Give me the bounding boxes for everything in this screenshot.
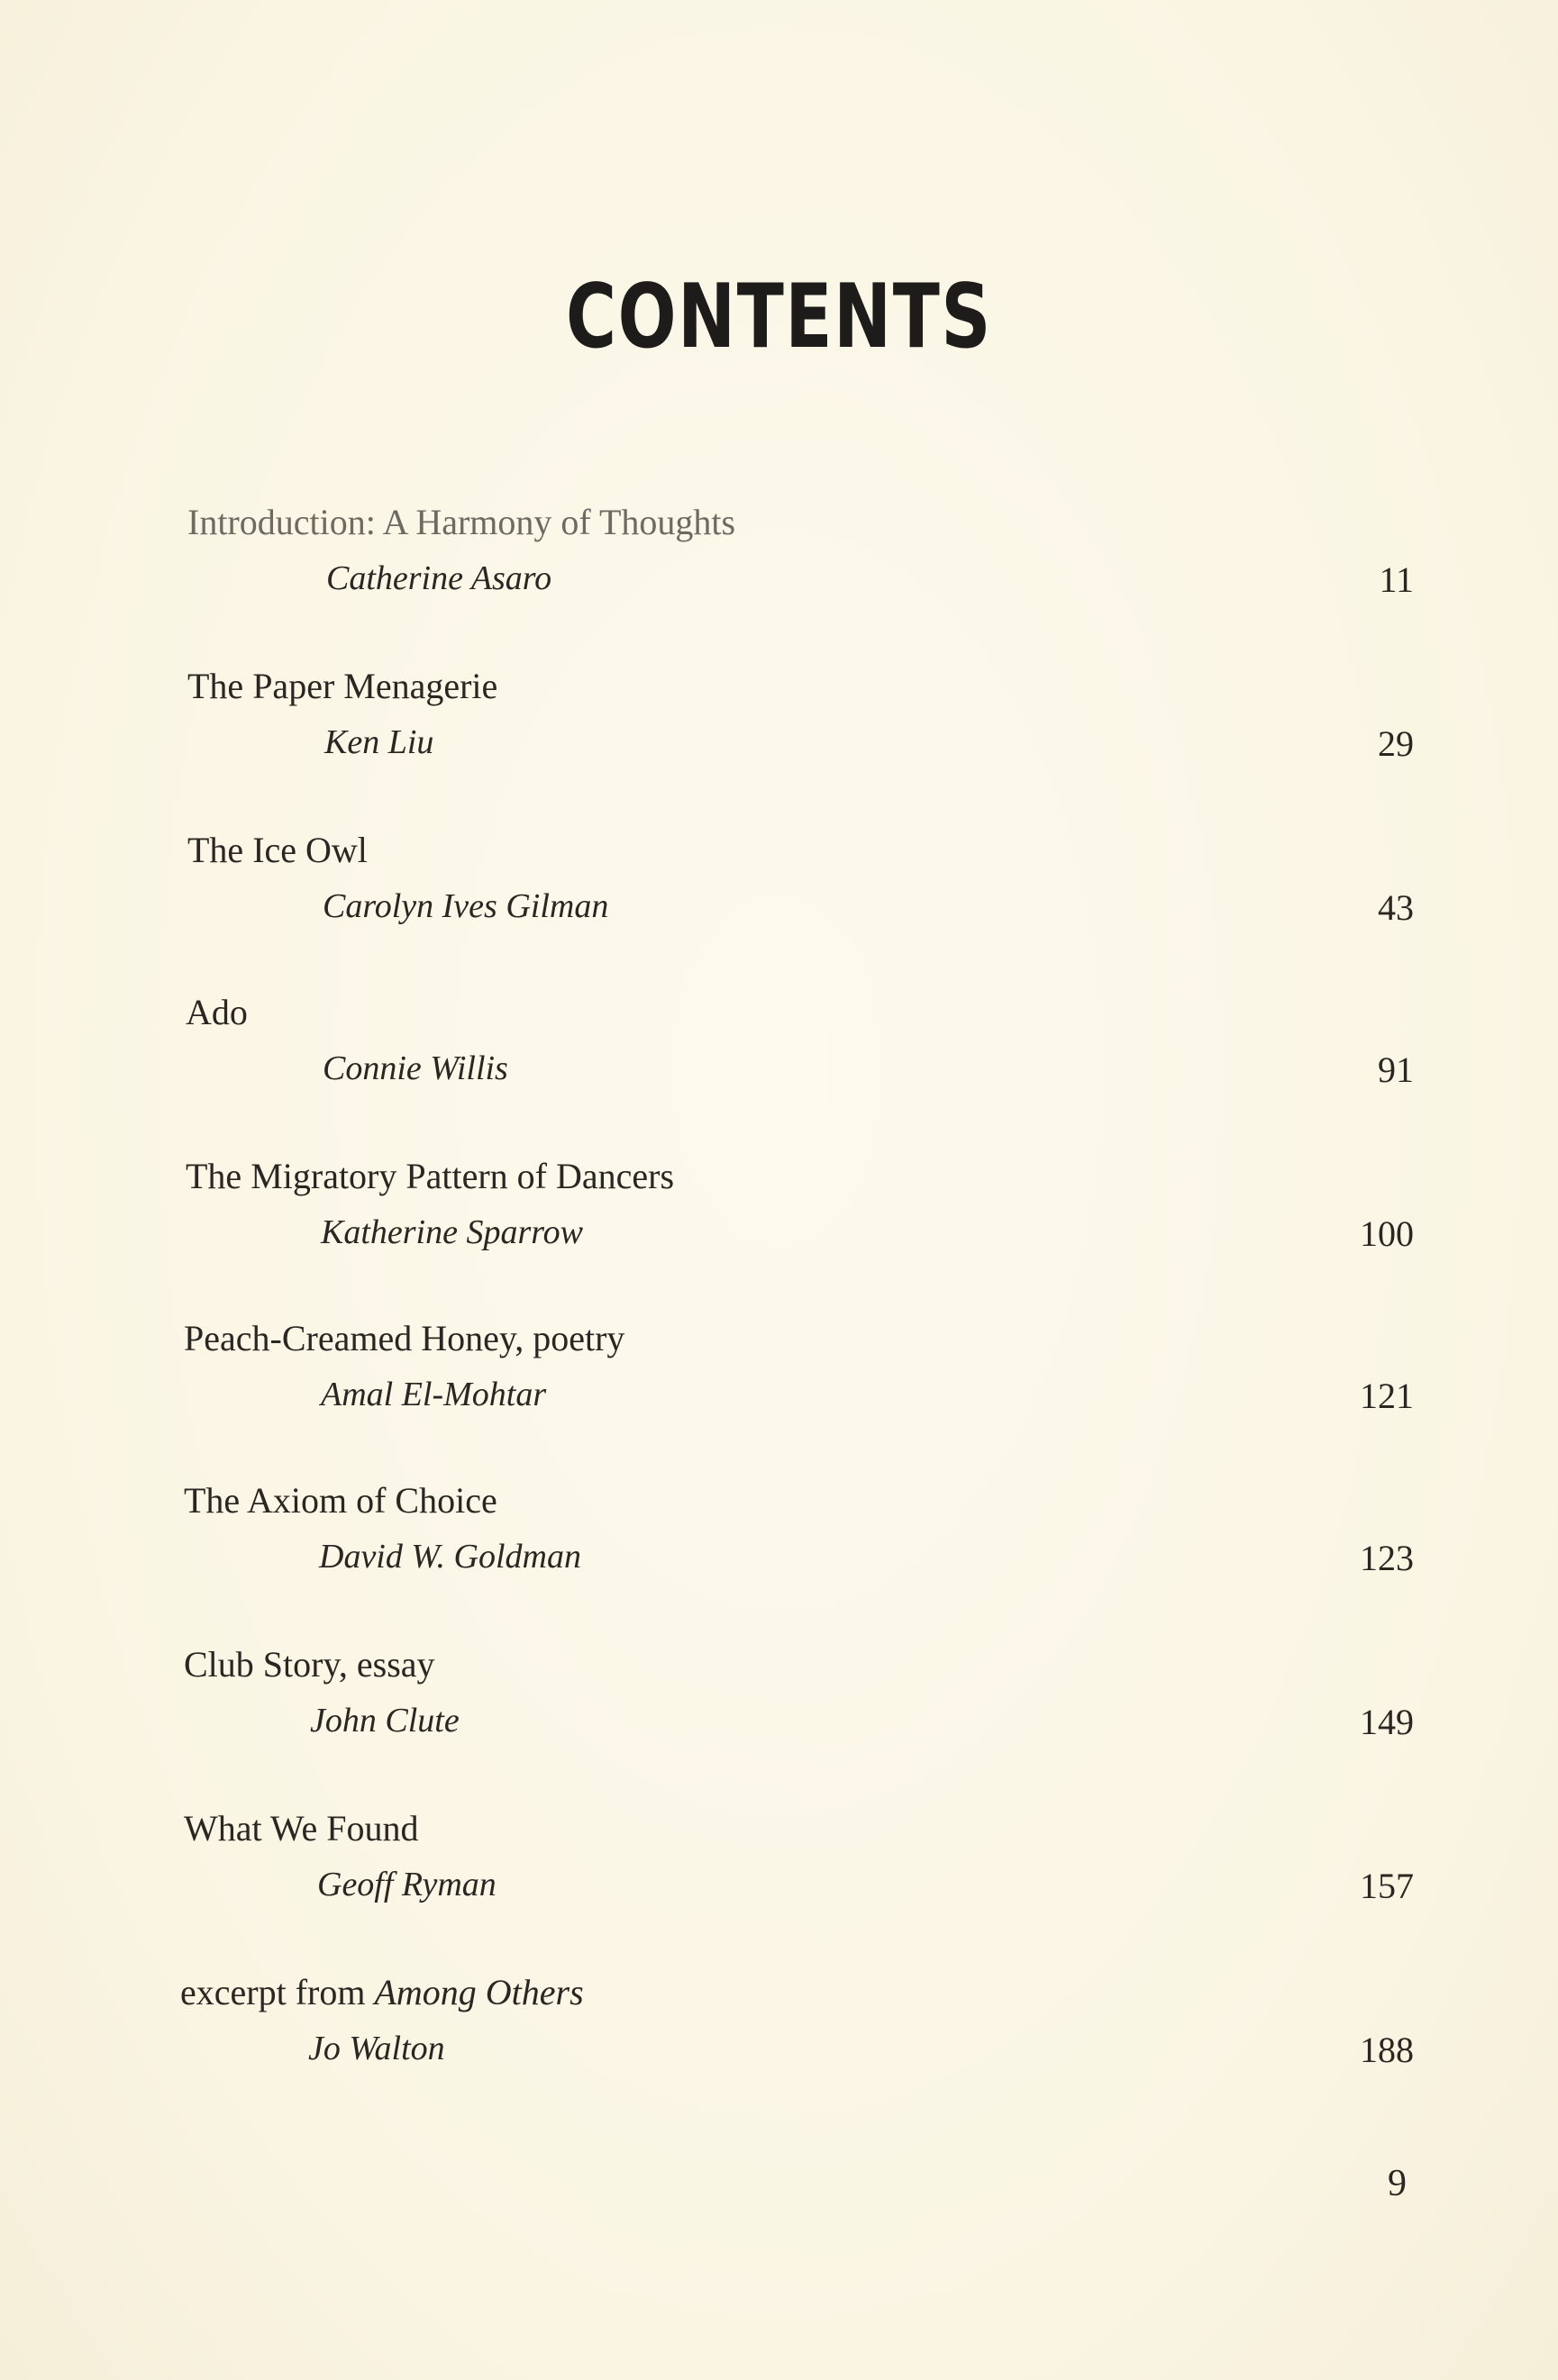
- toc-entry-club-story: [0, 1643, 1558, 1787]
- entry-author: Ken Liu: [324, 723, 434, 761]
- page-number: 9: [1388, 2163, 1407, 2204]
- entry-page-number: 91: [1378, 1049, 1414, 1090]
- entry-title-prefix: excerpt from: [180, 1972, 375, 2012]
- entry-title: The Paper Menagerie: [187, 666, 498, 706]
- entry-page-number: 157: [1360, 1866, 1414, 1906]
- entry-author: Carolyn Ives Gilman: [323, 887, 609, 925]
- entry-page-number: 11: [1379, 559, 1414, 600]
- page-title: CONTENTS: [565, 266, 993, 368]
- entry-title: Introduction: A Harmony of Thoughts: [187, 502, 736, 542]
- entry-title-italic: Among Others: [374, 1972, 584, 2012]
- entry-title: Ado: [186, 992, 248, 1032]
- toc-entry-migratory-pattern: [0, 1155, 1558, 1299]
- entry-page-number: 149: [1360, 1702, 1414, 1742]
- entry-page-number: 29: [1378, 723, 1414, 764]
- toc-entry-peach-creamed-honey: [0, 1317, 1558, 1461]
- entry-author: John Clute: [310, 1702, 460, 1740]
- entry-title: The Ice Owl: [187, 830, 368, 870]
- entry-title: [180, 1971, 584, 2014]
- entry-title: The Axiom of Choice: [184, 1480, 497, 1521]
- toc-entry-ado: [0, 991, 1558, 1135]
- toc-entry-paper-menagerie: [0, 665, 1558, 809]
- entry-title: Peach-Creamed Honey, poetry: [184, 1318, 625, 1358]
- entry-page-number: 100: [1360, 1213, 1414, 1254]
- entry-page-number: 43: [1378, 887, 1414, 928]
- entry-author: Amal El-Mohtar: [321, 1376, 547, 1413]
- toc-entry-ice-owl: [0, 829, 1558, 973]
- toc-entry-what-we-found: [0, 1807, 1558, 1951]
- entry-author: Catherine Asaro: [326, 559, 552, 597]
- toc-entry-axiom-of-choice: [0, 1479, 1558, 1623]
- entry-author: Connie Willis: [323, 1049, 508, 1087]
- entry-page-number: 121: [1360, 1376, 1414, 1416]
- entry-author: David W. Goldman: [319, 1538, 581, 1576]
- entry-page-number: 188: [1360, 2030, 1414, 2070]
- entry-author: Geoff Ryman: [317, 1866, 497, 1903]
- entry-title: Club Story, essay: [184, 1644, 435, 1685]
- entry-title: The Migratory Pattern of Dancers: [186, 1156, 675, 1196]
- entry-author: Jo Walton: [308, 2030, 445, 2067]
- toc-entry-among-others: [0, 1971, 1558, 2115]
- entry-page-number: 123: [1360, 1538, 1414, 1578]
- toc-entry-introduction: [0, 501, 1558, 645]
- entry-author: Katherine Sparrow: [321, 1213, 583, 1251]
- entry-title: What We Found: [184, 1808, 419, 1849]
